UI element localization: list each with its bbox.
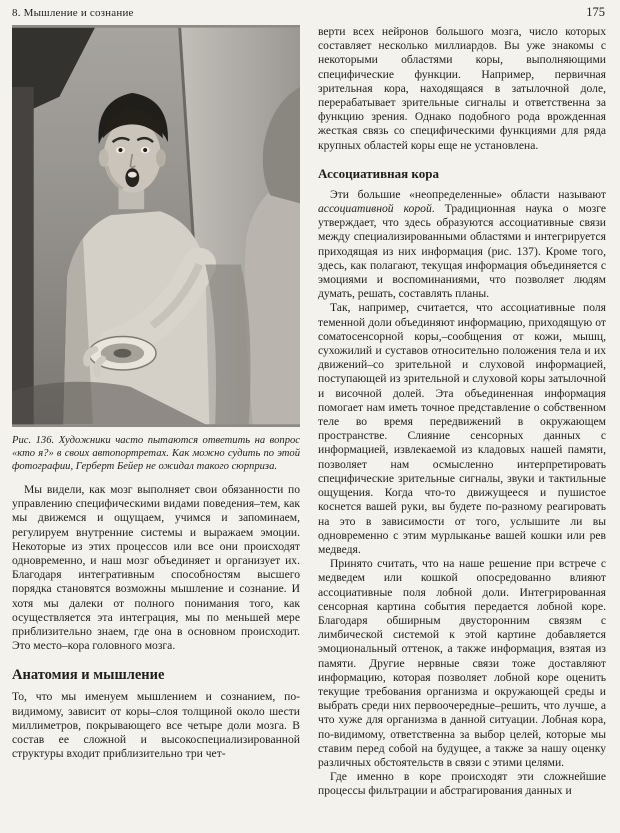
paragraph: Мы видели, как мозг выполняет свои обязанности по управлению специфическими видами поведения–тем, как мы движемся и ощущаем, учимся и запоминаем, регулируем внутренние системы и выражаем эмоции. Некоторые из этих процессов или все они происходят одновременно, и наш мозг объединяет и организует их. Благодаря интегративным способностям высшего порядка становятся возможны мышление и сознание. И хотя мы далеки от полного понимания того, как осуществляется эта интеграция, мы по меньшей мере приблизительно знаем, где она в основном происходит. Это место–кора головного мозга. [12, 483, 300, 653]
self-portrait-photomontage-image [12, 25, 300, 427]
paragraph-text: Эти большие «неопределенные» области называют [330, 187, 606, 201]
left-column-text [12, 483, 300, 761]
paragraph: То, что мы именуем мышлением и сознанием, по-видимому, зависит от коры–слоя толщиной около шести миллиметров, покрывающего все четыре доли мозга. В состав ее сложной и высокоспециализированной структуры входит приблизительно три чет- [12, 690, 300, 761]
left-column [12, 25, 300, 799]
section-heading-associative-cortex: Ассоциативная кора [318, 165, 439, 181]
right-column [318, 25, 606, 799]
figure-caption: Рис. 136. Художники часто пытаются ответить на вопрос «кто я?» в своих автопортретах. Как можно судить по этой фотографии, Герберт Бейер не ожидал такого сюрприза. [12, 435, 300, 472]
paragraph: Где именно в коре происходят эти сложнейшие процессы фильтрации и абстрагирования данных и [318, 770, 606, 798]
term-associative-cortex: ассоциативной корой [318, 202, 432, 216]
paragraph [318, 188, 606, 302]
right-column-text [318, 25, 606, 799]
paragraph: Так, например, считается, что ассоциативные поля теменной доли объединяют информацию, приходящую от соматосенсорной коры,–сообщения от кожи, мышц, сухожилий и суставов относительно положения тела и их движений–со зрительной и слуховой информацией, поступающей из зрительной и слуховой коры затылочной и височной долей. Эта объединенная информация помогает нам иметь точное представление о собственном теле во время передвижений в окружающем пространстве. Слияние сенсорных данных с информацией, извлекаемой из кладовых нашей памяти, позволяет нам осмысленно интерпретировать специфические зрительные сигналы, звуки и тактильные ощущения. Когда что-то движущееся и пушистое коснется вашей руки, вы будете по-разному реагировать на это в зависимости от того, услышите ли вы одновременно с этим мурлыканье вашей кошки или рев медведя. [318, 301, 606, 556]
paragraph: Принято считать, что на наше решение при встрече с медведем или кошкой опосредованно влияют ассоциативные поля лобной доли. Интегрированная сенсорная картина события передается лобной коре. Благодаря обширным двусторонним связям с лимбической системой к этой картине добавляется эмоциональный оттенок, а также информация, взятая из памяти. Другие нервные связи тоже доставляют информацию, которая позволяет лобной коре оценить текущие требования организма и окружающей среды и выбрать среди них первоочередные–решить, что лучше, а что хуже для организма в данной ситуации. Лобная кора, по-видимому, ответственна за выбор целей, которые мы ставим перед собой на будущее, а также за нашу оценку различных обстоятельств в связи с этими целями. [318, 557, 606, 769]
chapter-title: 8. Мышление и сознание [12, 7, 134, 19]
paragraph: верти всех нейронов большого мозга, число которых составляет несколько миллиардов. Вы уже знакомы с некоторыми областями коры, выполняющими специфические функции. Например, первичная зрительная кора, находящаяся в затылочной доле, перерабатывает зрительные сигналы и ответственна за функцию зрения. Однако подобного рода врожденная жесткая связь со специфическими функциями для ряда крупных областей коры еще не установлена. [318, 25, 606, 152]
running-head [12, 6, 606, 25]
paragraph-text: . Традиционная наука о мозге утверждает, что здесь образуются ассоциативные связи между специализированными областями и интегрируется приходящая из них информация (рис. 137). Кроме того, здесь, как полагают, текущая информация объединяется с эмоциями и воспоминаниями, что позволяет людям думать, решать, составлять планы. [318, 202, 606, 301]
figure-photo [12, 25, 300, 427]
section-heading-anatomy: Анатомия и мышление [12, 667, 165, 684]
page-number: 175 [586, 5, 605, 19]
two-column-layout [12, 25, 606, 799]
